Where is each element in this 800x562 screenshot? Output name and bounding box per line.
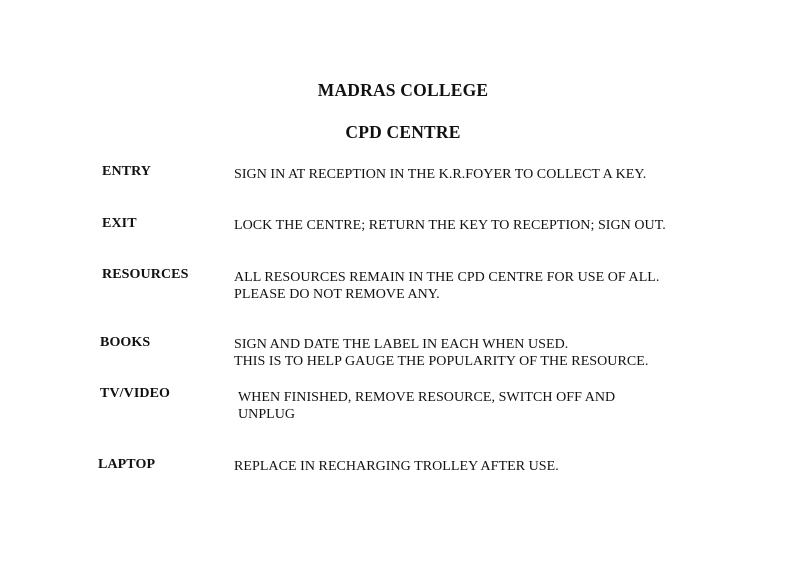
rule-label-exit: EXIT bbox=[102, 216, 137, 231]
page-subtitle: CPD CENTRE bbox=[345, 122, 461, 142]
rule-text-exit bbox=[234, 217, 666, 234]
rule-line: PLEASE DO NOT REMOVE ANY. bbox=[234, 287, 440, 302]
rule-line: UNPLUG bbox=[238, 407, 296, 422]
rule-line: SIGN AND DATE THE LABEL IN EACH WHEN USED. bbox=[234, 337, 569, 352]
rule-line: ALL RESOURCES REMAIN IN THE CPD CENTRE FOR USE OF ALL. bbox=[234, 270, 660, 285]
rule-label-tv-video: TV/VIDEO bbox=[100, 386, 171, 401]
rule-text-entry bbox=[234, 166, 646, 183]
rule-line: WHEN FINISHED, REMOVE RESOURCE, SWITCH OFF AND bbox=[238, 390, 616, 405]
rule-text-tv-video bbox=[238, 389, 615, 423]
rule-line: REPLACE IN RECHARGING TROLLEY AFTER USE. bbox=[234, 459, 559, 474]
rule-label-laptop: LAPTOP bbox=[98, 457, 156, 472]
rule-label-resources: RESOURCES bbox=[102, 267, 189, 282]
page-title: MADRAS COLLEGE bbox=[317, 80, 489, 100]
rule-line: LOCK THE CENTRE; RETURN THE KEY TO RECEPTION; SIGN OUT. bbox=[234, 218, 666, 233]
rule-line: SIGN IN AT RECEPTION IN THE K.R.FOYER TO COLLECT A KEY. bbox=[234, 167, 647, 182]
rule-text-laptop bbox=[234, 458, 559, 475]
rule-label-books: BOOKS bbox=[100, 335, 151, 350]
rule-text-books bbox=[234, 336, 648, 370]
rule-text-resources bbox=[234, 269, 659, 303]
rule-line: THIS IS TO HELP GAUGE THE POPULARITY OF THE RESOURCE. bbox=[234, 354, 649, 369]
rule-label-entry: ENTRY bbox=[102, 164, 152, 179]
